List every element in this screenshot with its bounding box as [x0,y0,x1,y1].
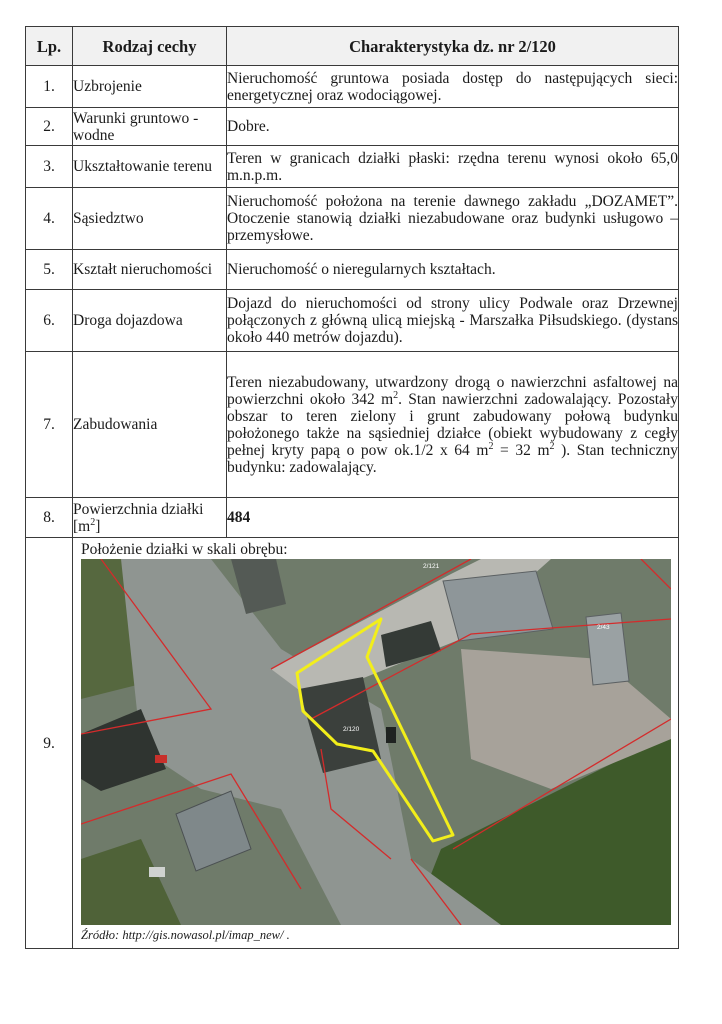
table-row [26,498,679,538]
feature-description: Nieruchomość położona na terenie dawnego zakładu „DOZAMET”. Otoczenie stanowią działki niezabudowane oraz budynki usługowo – przemysłowe. [227,188,679,250]
feature-description [227,352,679,498]
row-number: 9. [26,538,73,949]
parcel-label: 2/43 [597,624,610,631]
row-number: 8. [26,498,73,538]
header-feature: Rodzaj cechy [73,27,227,66]
row-number: 2. [26,108,73,146]
feature-name: Sąsiedztwo [73,188,227,250]
parcel-label: 2/121 [423,563,440,570]
table-header-row [26,27,679,66]
row-number: 5. [26,250,73,290]
feature-name [73,498,227,538]
desc-part: . Stan nawierzchni zadowalający. Pozostały obszar to teren zielony i grunt zabudowany połową budynku położonego także na sąsiedniej działce (obiekt wybudowany z cegły pełnej kryty papą o pow ok.1/2 x 64 m [227,390,678,459]
table-row [26,146,679,188]
header-description: Charakterystyka dz. nr 2/120 [227,27,679,66]
feature-name-text: Powierzchnia działki [m [73,500,204,535]
building-roof [443,571,553,641]
row-number: 1. [26,66,73,108]
table-row [26,538,679,949]
table-row [26,352,679,498]
desc-part: Teren niezabudowany, utwardzony drogą o nawierzchni asfaltowej na powierzchni około 342 m [227,373,678,408]
map-source: Źródło: http://gis.nowasol.pl/imap_new/ . [81,928,290,942]
car-marker [149,867,165,877]
desc-part: ). Stan techniczny budynku: zadowalający. [227,441,678,476]
row-number: 6. [26,290,73,352]
feature-name: Droga dojazdowa [73,290,227,352]
feature-description: 484 [227,498,679,538]
feature-name: Zabudowania [73,352,227,498]
header-lp: Lp. [26,27,73,66]
row-number: 7. [26,352,73,498]
feature-table [25,26,679,949]
superscript: 2 [393,389,399,401]
feature-name: Warunki gruntowo - wodne [73,108,227,146]
feature-description: Nieruchomość gruntowa posiada dostęp do następujących sieci: energetycznej oraz wodociągowej. [227,66,679,108]
parcel-label: 2/120 [343,726,360,733]
table-row [26,250,679,290]
superscript: 2 [549,440,555,452]
feature-name-text: ] [95,517,101,535]
feature-description: Dobre. [227,108,679,146]
row-number: 4. [26,188,73,250]
superscript: 2 [488,440,494,452]
row-number: 3. [26,146,73,188]
feature-description: Nieruchomość o nieregularnych kształtach. [227,250,679,290]
car-marker [386,727,396,743]
parcel-location-map [81,559,671,925]
table-row [26,108,679,146]
map-cell [73,538,679,949]
map-caption: Położenie działki w skali obrębu: [81,541,288,558]
feature-name: Ukształtowanie terenu [73,146,227,188]
table-row [26,188,679,250]
table-row [26,66,679,108]
superscript: 2 [90,516,96,528]
feature-description: Teren w granicach działki płaski: rzędna terenu wynosi około 65,0 m.n.p.m. [227,146,679,188]
aerial-map [81,559,671,925]
feature-name: Uzbrojenie [73,66,227,108]
table-row [26,290,679,352]
desc-part: = 32 m [493,441,550,459]
car-marker [155,755,167,763]
feature-name: Kształt nieruchomości [73,250,227,290]
feature-description: Dojazd do nieruchomości od strony ulicy Podwale oraz Drzewnej połączonych z główną ulicą miejską - Marszałka Piłsudskiego. (dystans około 440 metrów dojazdu). [227,290,679,352]
